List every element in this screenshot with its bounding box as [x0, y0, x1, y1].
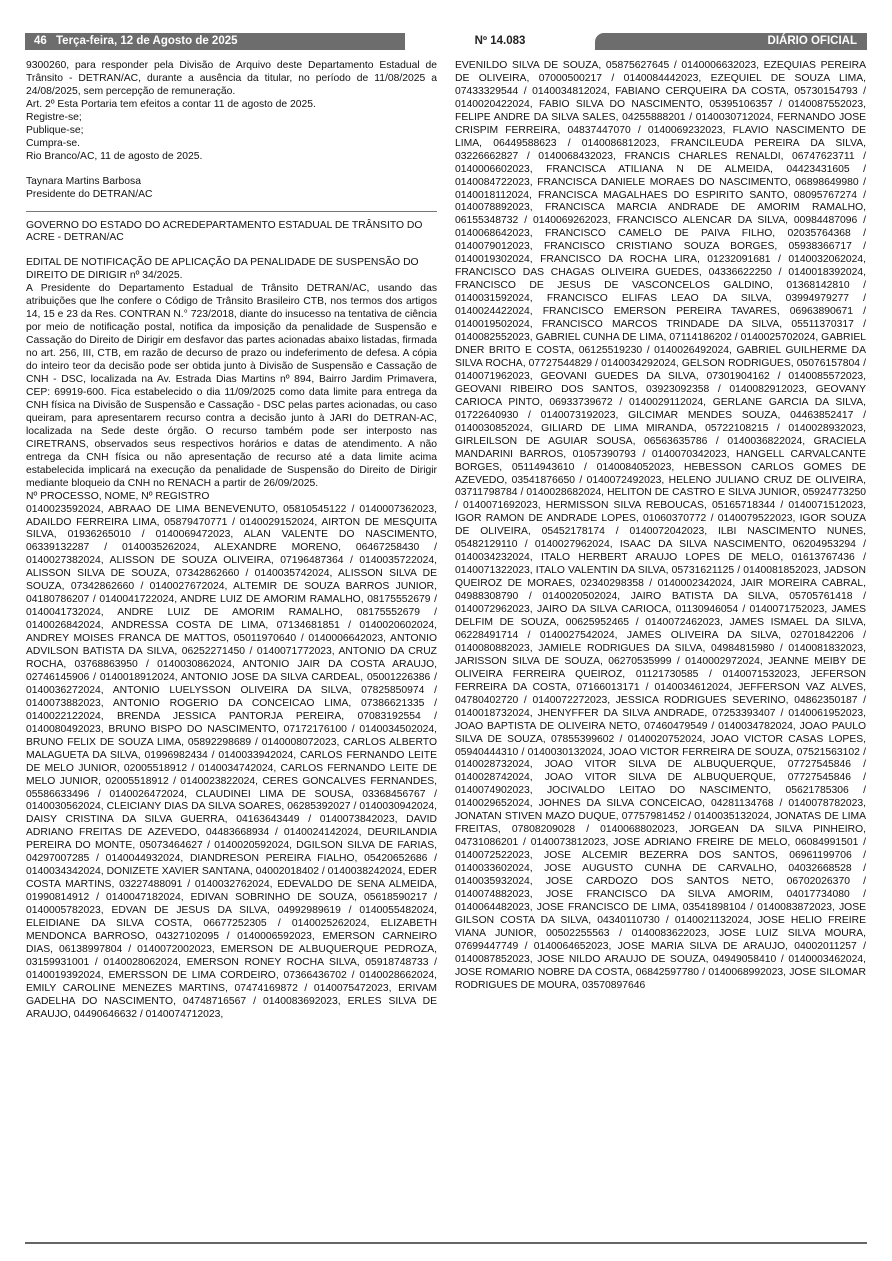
portaria-text: 9300260, para responder pela Divisão de Arquivo deste Departamento Estadual de Trânsito - DETRAN/AC, durante a ausência da titular, no período de 11/08/2025 a 24/08/2025, sem percepção de remuneração. [26, 60, 437, 97]
government-heading: GOVERNO DO ESTADO DO ACREDEPARTAMENTO ESTADUAL DE TRÂNSITO DO ACRE - DETRAN/AC [26, 219, 423, 244]
publique-line: Publique-se; [26, 124, 84, 136]
list-header: Nº PROCESSO, NOME, Nº REGISTRO [26, 490, 210, 502]
publication-name: DIÁRIO OFICIAL [595, 33, 867, 50]
signer-name: Taynara Martins Barbosa [26, 175, 141, 187]
section-divider [26, 211, 437, 212]
cumpra-line: Cumpra-se. [26, 137, 81, 149]
page-header [25, 33, 867, 50]
notified-list-left: 0140023592024, ABRAAO DE LIMA BENEVENUTO, 05810545122 / 0140007362023, ADAILDO FERREIRA LIMA, 05879470771 / 0140029152024, AIRTON DE MESQUITA SILVA, 01936265010 / 0140069472023, ALAN VALENTE DO NASCIMENTO, 06339132287 / 0140035262024, ALEXANDRE MORENO, 06467258430 / 0140027382024, ALISSON DE SOUZA OLIVEIRA, 07196487364 / 0140035722024, ALISSON SILVA DE SOUZA, 07342862660 / 0140035742024, ALISSON SILVA DE SOUZA, 07342862660 / 0140027672024, ALTEMIR DE SOUZA BARROS JUNIOR, 04180786207 / 0140041722024, ANDRE LUIZ DE AMORIM RAMALHO, 08175552679 / 0140041732024, ANDRE LUIZ DE AMORIM RAMALHO, 08175552679 / 0140026842024, ANDRESSA COSTA DE LIMA, 07134681851 / 0140020602024, ANDREY MOISES FRANCA DE MATTOS, 05011970640 / 0140006642023, ANTONIO ADVILSON BATISTA DA SILVA, 06252271450 / 0140071772023, ANTONIO DA CRUZ ROCHA, 03768863950 / 0140030862024, ANTONIO JAIR DA COSTA ARAUJO, 02746145906 / 0140018912024, ANTONIO JOSE DA SILVA CARDEAL, 05001226386 / 0140036272024, ANTONIO LUELYSSON OLIVEIRA DA SILVA, 07825850974 / 0140073882023, ANTONIO ROGERIO DA CONCEICAO LIMA, 07386621335 / 0140022122024, BRENDA JESSICA PANTORJA PEREIRA, 07083192554 / 0140080492023, BRUNO BISPO DO NASCIMENTO, 07172176100 / 0140034502024, BRUNO FELIX DE SOUZA LIMA, 05892298689 / 0140008072023, CARLOS ALBERTO MALAGUETA DA SILVA, 01996982434 / 0140033942024, CARLOS FERNANDO LEITE DE MELO JUNIOR, 02005518912 / 0140034742024, CARLOS FERNANDO LEITE DE MELO JUNIOR, 02005518912 / 0140023822024, CERES GONCALVES FERNANDES, 05586633496 / 0140026472024, CLAUDINEI LIMA DE SOUSA, 03368456767 / 0140030562024, CLEICIANY DIAS DA SILVA SOARES, 06285392027 / 0140030942024, DAISY CRISTINA DA SILVA GUERRA, 04163643449 / 0140073842023, DAVID ADRIANO FREITAS DE AZEVEDO, 04483668934 / 0140024142024, DEURILANDIA PEREIRA DO MONTE, 05073464627 / 0140020592024, DGILSON SILVA DE FARIAS, 04297007285 / 0140044932024, DIANDRESON PEREIRA FIALHO, 05420652686 / 0140034342024, DONIZETE XAVIER SANTANA, 04002018402 / 0140038242024, EDER COSTA MARTINS, 03227488091 / 0140032762024, EDEVALDO DE SENA ALMEIDA, 01990814912 / 0140047182024, EDIVAN SOBRINHO DE SOUZA, 05618590217 / 0140005782023, EDVAN DE JESUS DA SILVA, 04992989619 / 0140055482024, ELEIDIANE DA SILVA COSTA, 06677252305 / 0140025262024, ELIZABETH MENDONCA BARROSO, 04327102095 / 0140006592023, EMERSON CARNEIRO DIAS, 06138997804 / 0140072002023, EMERSON DE ALBUQUERQUE PEDROZA, 03159931001 / 0140028062024, EMERSON RONEY ROCHA SILVA, 05918748733 / 0140019392024, EMERSSON DE LIMA CORDEIRO, 07366436702 / 0140028662024, EMILY CAROLINE MENEZES MARTINS, 07474169872 / 0140075472023, ERIVAM GADELHA DO NASCIMENTO, 04748716567 / 0140083692023, ERLES SILVA DE ARAUJO, 04490646632 / 0140074712023, [26, 503, 437, 1020]
place-date: Rio Branco/AC, 11 de agosto de 2025. [26, 150, 203, 162]
footer-rule [25, 1242, 867, 1244]
issue-date: Terça-feira, 12 de Agosto de 2025 [56, 35, 238, 47]
edition-number: Nº 14.083 [405, 33, 595, 50]
page-number: 46 [34, 35, 47, 47]
edital-body: A Presidente do Departamento Estadual de Trânsito DETRAN/AC, usando das atribuições que lhe confere o Código de Trânsito Brasileiro CTB, nos termos dos artigos 14, 15 e 23 da Res. CONTRAN N.° 723/2018, diante do insucesso na tentativa de ciência por meio de notificação postal, notifica da imposição da penalidade de Suspensão e Cassação do Direito de Dirigir em desfavor das partes acionadas abaixo listadas, firmada no art. 256, III, CTB, em razão de decurso de prazo ou indeferimento de defesa. A cópia do inteiro teor da decisão pode ser obtida junto à Divisão de Suspensão e Cassação de CNH - DSC, localizada na Av. Estrada Dias Martins nº 894, Bairro Jardim Primavera, CEP: 69919-600. Fica estabelecido o dia 11/09/2025 como data limite para entrega da CNH física na Divisão de Suspensão e Cassação - DSC pelas partes acionadas, ou caso queiram, para apresentarem recurso contra a decisão junto à JARI do DETRAN-AC, localizada na Sede deste órgão. O recurso também pode ser interposto nas CIRETRANS, observados seus respectivos horários e datas de atendimento. A não entrega da CNH física ou não apresentação de recurso até a data limite acima estabelecida implicará na execução da penalidade de Suspensão do Direito de Dirigir mediante bloqueio da CNH no RENACH a partir de 26/09/2025. [26, 283, 437, 489]
right-column [455, 60, 866, 993]
header-left-band [25, 33, 405, 50]
signer-title: Presidente do DETRAN/AC [26, 188, 153, 200]
registre-line: Registre-se; [26, 111, 82, 123]
article-2: Art. 2º Esta Portaria tem efeitos a contar 11 de agosto de 2025. [26, 98, 316, 110]
left-column [26, 60, 437, 1022]
notified-list-right: EVENILDO SILVA DE SOUZA, 05875627645 / 0140006632023, EZEQUIAS PEREIRA DE OLIVEIRA, 07000500217 / 0140084442023, EZEQUIEL DE SOUZA LIMA, 07433329544 / 0140034812024, FABIANO CERQUEIRA DA COSTA, 05730154793 / 0140020422024, FABIO SILVA DO NASCIMENTO, 05395106357 / 0140087552023, FELIPE ANDRE DA SILVA SALES, 04255888201 / 0140030712024, FERNANDO JOSE CRISPIM FERREIRA, 04837447070 / 0140069232023, FLAVIO NASCIMENTO DE LIMA, 06449588623 / 0140086812023, FRANCILEUDA PEREIRA DA SILVA, 03226662827 / 0140068432023, FRANCIS CHARLES RENALDI, 06747623711 / 0140006602023, FRANCISCA ATILIANA N DE ALMEIDA, 04423431605 / 0140084722023, FRANCISCA DANIELE MORAES DO NASCIMENTO, 06898649980 / 0140018112024, FRANCISCA MAGALHAES DO ESPIRITO SANTO, 08095767274 / 0140078892023, FRANCISCA MARCIA ANDRADE DE AMORIM RAMALHO, 06155348732 / 0140069262023, FRANCISCO ALENCAR DA SILVA, 00984487096 / 0140068642023, FRANCISCO CAMELO DE PAIVA FILHO, 02035764368 / 0140079012023, FRANCISCO CRISTIANO SOUZA BORGES, 05938366717 / 0140019302024, FRANCISCO DA ROCHA LIRA, 01232091681 / 0140032062024, FRANCISCO DAS CHAGAS OLIVEIRA GUEDES, 04336622250 / 0140018392024, FRANCISCO DE JESUS DE VASCONCELOS GALDINO, 01368142810 / 0140031592024, FRANCISCO ELIFAS LEAO DA SILVA, 03994979277 / 0140024422024, FRANCISCO EMERSON PEREIRA TAVARES, 06963890671 / 0140019502024, FRANCISCO MARCOS TRINDADE DA SILVA, 05511370317 / 0140082552023, GABRIEL CUNHA DE LIMA, 07114186202 / 0140025702024, GABRIEL DNER BRITO E COSTA, 06125519230 / 0140026492024, GABRIEL GUILHERME DA SILVA ROCHA, 07727544829 / 0140034292024, GELSON RODRIGUES, 05076157804 / 0140071962023, GEOVANI GUEDES DA SILVA, 07301904162 / 0140085572023, GEOVANI RIBEIRO DOS SANTOS, 03923092358 / 0140082912023, GEOVANY CARIOCA PINTO, 06933739672 / 0140029112024, GERLANE GARCIA DA SILVA, 01722640930 / 0140073192023, GILCIMAR MENDES SOUZA, 04463852417 / 0140030852024, GILIARD DE LIMA MIRANDA, 05722108215 / 0140028932023, GIRLEILSON DE AGUIAR SOUSA, 06563635786 / 0140036822024, GRACIELA MANDARINI BARROS, 01057390793 / 0140070342023, HANGELL CARVALCANTE BORGES, 05114943610 / 0140084052023, HEBESSON CARLOS GOMES DE AZEVEDO, 03541876650 / 0140072492023, HELENO JULIANO CRUZ DE OLIVEIRA, 03711798784 / 0140028682024, HELITON DE CASTRO E SILVA JUNIOR, 05924773250 / 0140071692023, HERMISSON SILVA REBOUCAS, 05165718344 / 0140071512023, IGOR RAMON DE ANDRADE LOPES, 01060370772 / 0140079522023, IGOR SOUZA DE OLIVEIRA, 05452178174 / 0140072042023, ILBI NASCIMENTO NUNES, 05482129110 / 0140027962024, ISAAC DA SILVA NASCIMENTO, 06204953294 / 0140034232024, ITALO HERBERT ARAUJO LOPES DE MELO, 01613767436 / 0140071322023, ITALO VALENTIN DA SILVA, 05731621125 / 0140081852023, JADSON QUEIROZ DE MORAES, 02340298358 / 0140002342024, JAIR MOREIRA CABRAL, 04988308790 / 0140020502024, JAIRO BATISTA DA SILVA, 05705761418 / 0140072962023, JAIRO DA SILVA CARIOCA, 01130946054 / 0140071752023, JAMES DELFIM DE SOUZA, 00625952465 / 0140072462023, JAMES ISMAEL DA SILVA, 06228491714 / 0140027542024, JAMES OLIVEIRA DA SILVA, 02701842206 / 0140080882023, JAMIELE RODRIGUES DA SILVA, 04984815980 / 0140081832023, JARISSON SILVA DE SOUZA, 06270535999 / 0140002972024, JEANNE MEIBY DE OLIVEIRA FERREIRA QUEIROZ, 01121730585 / 0140071532023, JEFERSON FERREIRA DA COSTA, 07166013171 / 0140034612024, JEFFERSON VAZ ALVES, 04780402720 / 0140072272023, JESSICA RODRIGUES SEVERINO, 04862350187 / 0140018732024, JHENYFFER DA SILVA ANDRADE, 07253393407 / 0140061952023, JOAO BAPTISTA DE OLIVEIRA NETO, 07460479549 / 0140034782024, JOAO PAULO SILVA DE SOUZA, 07855399602 / 0140020752024, JOAO VICTOR CASAS LOPES, 05940444310 / 0140030132024, JOAO VICTOR FERREIRA DE SOUZA, 07521563102 / 0140028732024, JOAO VITOR SILVA DE ALBUQUERQUE, 07727545846 / 0140028742024, JOAO VITOR SILVA DE ALBUQUERQUE, 07727545846 / 0140074902023, JOCIVALDO LEITAO DO NASCIMENTO, 05621785306 / 0140029652024, JOHNES DA SILVA CONCEICAO, 04281134768 / 0140078782023, JONATAN STIVEN MAZO DUQUE, 07757981452 / 0140035132024, JONATAS DE LIMA FREITAS, 07808209028 / 0140068802023, JORGEAN DA SILVA PINHEIRO, 04731086201 / 0140073812023, JOSE ADRIANO FREIRE DE MELO, 06084991501 / 0140072522023, JOSE ALCEMIR BEZERRA DOS SANTOS, 06961199706 / 0140033602024, JOSE AUGUSTO CUNHA DE CARVALHO, 04032668528 / 0140035932024, JOSE CARDOZO DOS SANTOS NETO, 06702026370 / 0140074882023, JOSE FRANCISCO DA SILVA AMORIM, 04017734080 / 0140064482023, JOSE FRANCISCO DE LIMA, 03541898104 / 0140083872023, JOSE GILSON COSTA DA SILVA, 04340110730 / 0140021132024, JOSE HELIO FREIRE VIANA JUNIOR, 00502255563 / 0140083622023, JOSE LUIZ SILVA MOURA, 07699447749 / 0140064652023, JOSE MARIA SILVA DE ARAUJO, 04002011257 / 0140087852023, JOSE NILDO ARAUJO DE SOUZA, 04949058410 / 0140003462024, JOSE ROMARIO NOBRE DA COSTA, 06842597780 / 0140068992023, JOSE SILOMAR RODRIGUES DE MOURA, 03570897646 [455, 60, 866, 991]
edital-title: EDITAL DE NOTIFICAÇÃO DE APLICAÇÃO DA PENALIDADE DE SUSPENSÃO DO DIREITO DE DIRIGIR nº 34/2025. [26, 257, 419, 282]
